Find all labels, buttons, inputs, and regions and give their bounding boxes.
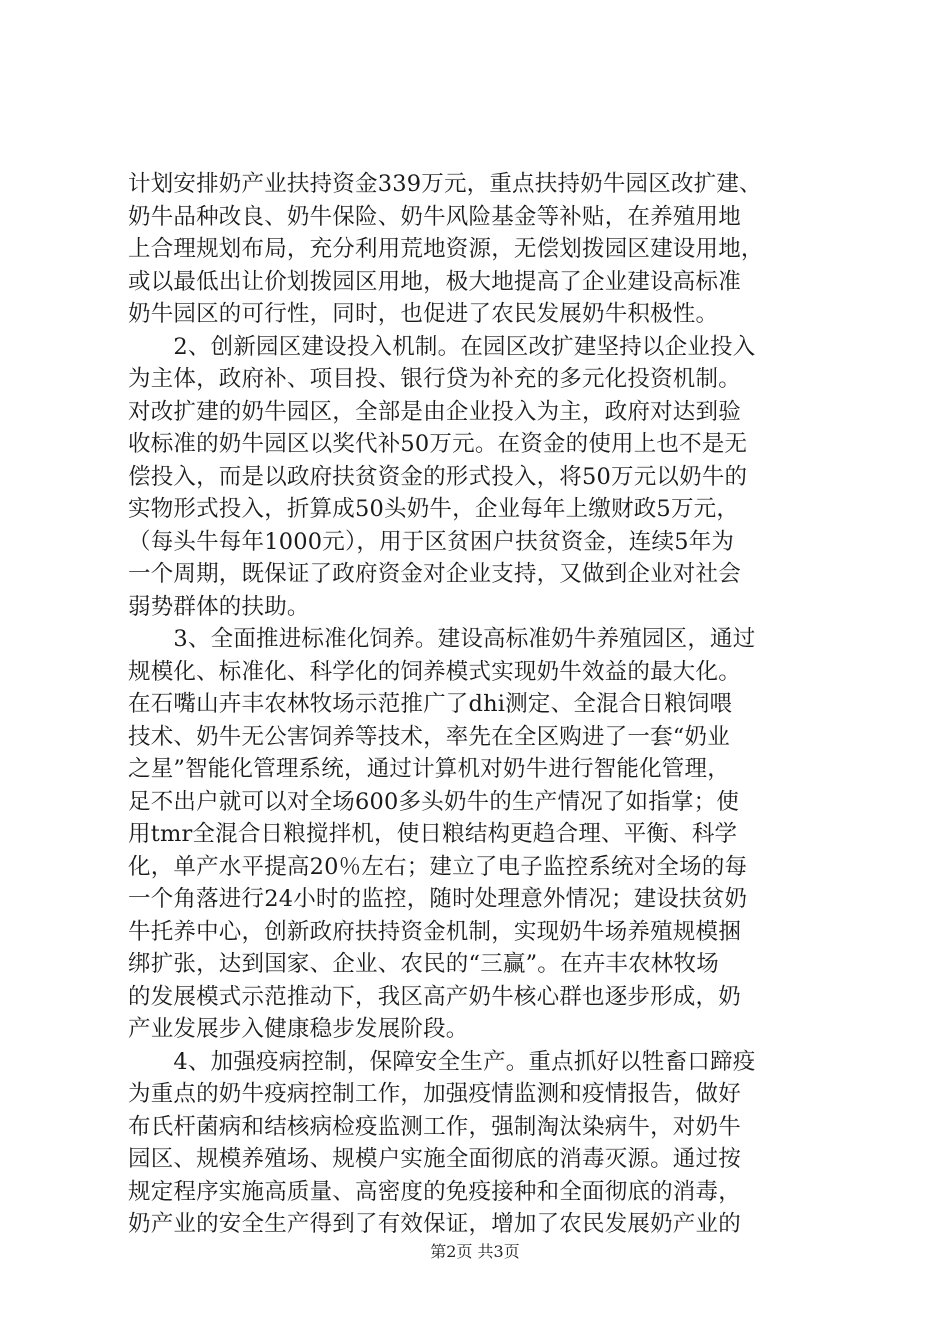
text-line: 或以最低出让价划拨园区用地，极大地提高了企业建设高标准 [128, 268, 741, 295]
text-line: 为重点的奶牛疫病控制工作，加强疫情监测和疫情报告，做好 [128, 1081, 741, 1107]
text-line: 产业发展步入健康稳步发展阶段。 [128, 1016, 469, 1042]
text-line: 对改扩建的奶牛园区，全部是由企业投入为主，政府对达到验 [128, 398, 741, 425]
text-line: 奶牛园区的可行性，同时，也促进了农民发展奶牛积极性。 [128, 301, 719, 327]
text-line: 收标准的奶牛园区以奖代补50万元。在资金的使用上也不是无 [128, 431, 748, 457]
text-line: 4、加强疫病控制，保障安全生产。重点抓好以牲畜口蹄疫 [128, 1048, 756, 1075]
text-line: 为主体，政府补、项目投、银行贷为补充的多元化投资机制。 [128, 366, 741, 392]
text-line: 奶产业的安全生产得到了有效保证，增加了农民发展奶产业的 [128, 1211, 741, 1237]
text-line: 化，单产水平提高20％左右；建立了电子监控系统对全场的每 [128, 853, 748, 880]
text-line: 足不出户就可以对全场600多头奶牛的生产情况了如指掌；使 [128, 788, 740, 815]
text-line: 布氏杆菌病和结核病检疫监测工作，强制淘汰染病牛，对奶牛 [128, 1113, 741, 1140]
text-line: 实物形式投入，折算成50头奶牛，企业每年上缴财政5万元， [128, 496, 740, 522]
text-line: 计划安排奶产业扶持资金339万元，重点扶持奶牛园区改扩建、 [128, 171, 762, 197]
text-line: 规定程序实施高质量、高密度的免疫接种和全面彻底的消毒， [128, 1178, 741, 1205]
text-line: 一个周期，既保证了政府资金对企业支持，又做到企业对社会 [128, 561, 741, 587]
text-line: 偿投入，而是以政府扶贫资金的形式投入，将50万元以奶牛的 [128, 463, 748, 490]
text-line: 绑扩张，达到国家、企业、农民的“三赢”。在卉丰农林牧场 [128, 951, 719, 977]
text-line: 牛托养中心，创新政府扶持资金机制，实现奶牛场养殖规模捆 [128, 918, 741, 945]
text-line: 规模化、标准化、科学化的饲养模式实现奶牛效益的最大化。 [128, 658, 741, 685]
text-line: 弱势群体的扶助。 [128, 593, 310, 620]
text-line: 之星”智能化管理系统，通过计算机对奶牛进行智能化管理， [128, 756, 730, 782]
text-line: 在石嘴山卉丰农林牧场示范推广了dhi测定、全混合日粮饲喂 [128, 691, 733, 717]
text-line: 奶牛品种改良、奶牛保险、奶牛风险基金等补贴，在养殖用地 [128, 203, 741, 230]
page-number-footer: 第2页 共3页 [430, 1242, 520, 1261]
text-line: 用tmr全混合日粮搅拌机，使日粮结构更趋合理、平衡、科学 [128, 821, 738, 847]
body-text [128, 168, 828, 1241]
text-line: 园区、规模养殖场、规模户实施全面彻底的消毒灭源。通过按 [128, 1146, 741, 1172]
text-line: 3、全面推进标准化饲养。建设高标准奶牛养殖园区，通过 [128, 626, 756, 652]
text-line: 2、创新园区建设投入机制。在园区改扩建坚持以企业投入 [128, 333, 756, 360]
text-line: 技术、奶牛无公害饲养等技术，率先在全区购进了一套“奶业 [128, 723, 730, 750]
text-line: 上合理规划布局，充分利用荒地资源，无偿划拨园区建设用地， [128, 236, 764, 262]
text-line: 一个角落进行24小时的监控，随时处理意外情况；建设扶贫奶 [128, 886, 748, 912]
text-line: （每头牛每年1000元），用于区贫困户扶贫资金，连续5年为 [128, 528, 735, 555]
text-line: 的发展模式示范推动下，我区高产奶牛核心群也逐步形成，奶 [128, 983, 741, 1010]
